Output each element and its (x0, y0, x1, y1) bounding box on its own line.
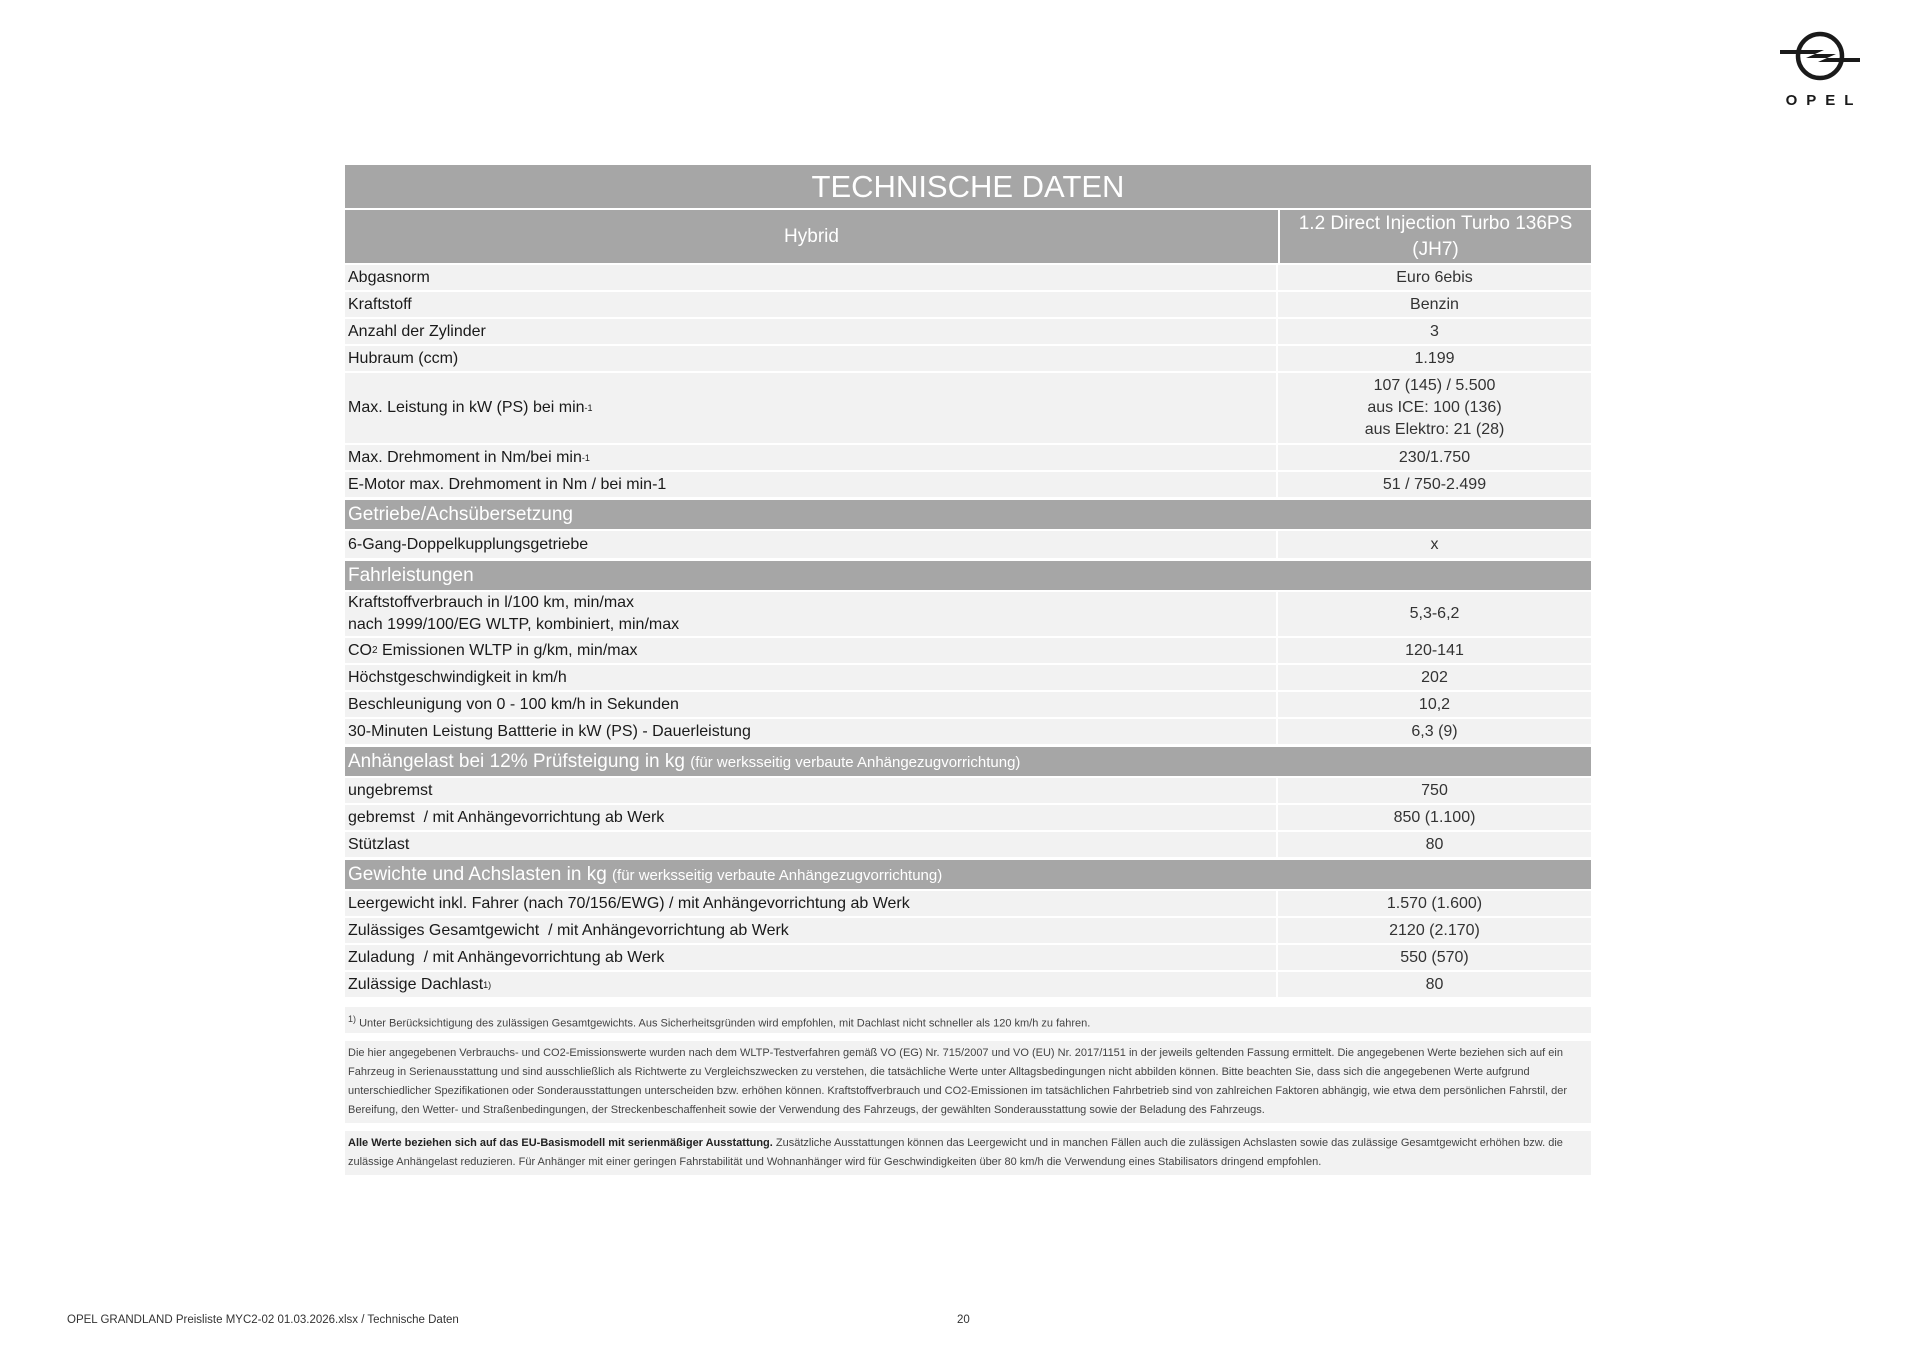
table-title: TECHNISCHE DATEN (345, 165, 1591, 208)
row-value: x (1430, 535, 1439, 553)
row-label: Anzahl der Zylinder (345, 319, 1278, 344)
row-label: Leergewicht inkl. Fahrer (nach 70/156/EWG) / mit Anhängevorrichtung ab Werk (345, 891, 1278, 916)
brand-name: OPEL (1785, 92, 1863, 109)
section-getriebe: Getriebe/Achsübersetzung (345, 500, 1591, 529)
row-label: E-Motor max. Drehmoment in Nm / bei min-1 (345, 472, 1278, 497)
row-label: Abgasnorm (345, 265, 1278, 290)
table-row (345, 719, 1591, 744)
header-engine-line2: (JH7) (1412, 239, 1459, 260)
row-value: 1.570 (1.600) (1386, 894, 1483, 912)
row-label: Zuladung / mit Anhängevorrichtung ab Werk (345, 945, 1278, 970)
table-row (345, 805, 1591, 830)
section-anhaengelast: Anhängelast bei 12% Prüfsteigung in kg (für werksseitig verbaute Anhängezugvorrichtung) (345, 747, 1591, 776)
section-fahrleistungen: Fahrleistungen (345, 561, 1591, 590)
row-label: Zulässige Dachlast 1) (345, 972, 1278, 997)
table-row-co2 (345, 638, 1591, 663)
section-gewichte: Gewichte und Achslasten in kg (für werksseitig verbaute Anhängezugvorrichtung) (345, 860, 1591, 889)
table-row (345, 832, 1591, 857)
footer-page-number: 20 (957, 1314, 970, 1326)
row-value: 80 (1425, 975, 1444, 993)
opel-blitz-icon (1778, 30, 1862, 82)
table-header-row (345, 210, 1591, 263)
row-value: 1.199 (1414, 349, 1455, 367)
row-value: 120-141 (1405, 641, 1464, 659)
footer-document-name: OPEL GRANDLAND Preisliste MYC2-02 01.03.2026.xlsx / Technische Daten (67, 1314, 459, 1326)
row-value: 6,3 (9) (1411, 722, 1458, 740)
table-row (345, 945, 1591, 970)
row-label: Max. Drehmoment in Nm/bei min -1 (345, 445, 1278, 470)
row-value: 850 (1.100) (1393, 808, 1476, 826)
header-model: Hybrid (345, 210, 1280, 263)
note-wltp: Die hier angegebenen Verbrauchs- und CO2-Emissionswerte wurden nach dem WLTP-Testverfahren gemäß VO (EG) Nr. 715/2007 und VO (EU) Nr. 2017/1151 in der jeweils geltenden Fassung ermittelt. Die angegebenen Werte beziehen sich auf ein Fahrzeug in Serienausstattung und sind ausschließlich als Richtwerte zu Vergleichszwecken zu verstehen, die tatsächliche Werte unter Alltagsbedingungen nicht abbilden können. Bitte beachten Sie, dass sich die angegebenen Werte aufgrund unterschiedlicher Spezifikationen oder Sonderausstattungen unterscheiden bzw. erhöhen können. Kraftstoffverbrauch und CO2-Emissionen im tatsächlichen Fahrbetrieb sind von zahlreichen Faktoren abhängig, wie etwa dem persönlichen Fahrstil, der Bereifung, den Wetter- und Straßenbedingungen, der Streckenbeschaffenheit sowie der Verwendung des Fahrzeugs, der gewählten Sonderausstattung sowie der Beladung des Fahrzeugs. (345, 1041, 1591, 1123)
row-label: ungebremst (345, 778, 1278, 803)
row-label: Hubraum (ccm) (345, 346, 1278, 371)
row-label: Beschleunigung von 0 - 100 km/h in Sekunden (345, 692, 1278, 717)
row-label: Kraftstoff (345, 292, 1278, 317)
footnote-dachlast: $^{1)}$ Unter Berücksichtigung des zulässigen Gesamtgewichts. Aus Sicherheitsgründen wird empfohlen, mit Dachlast nicht schneller als 120 km/h zu fahren. (345, 1007, 1591, 1033)
row-value: 202 (1421, 668, 1448, 686)
table-row-dachlast (345, 972, 1591, 997)
row-label: Kraftstoffverbrauch in l/100 km, min/max nach 1999/100/EG WLTP, kombiniert, min/max (345, 592, 1278, 636)
table-row-getriebe (345, 531, 1591, 558)
row-label: CO 2 Emissionen WLTP in g/km, min/max (345, 638, 1278, 663)
table-row-emotor (345, 472, 1591, 497)
opel-logo (1775, 30, 1865, 110)
row-value: 230/1.750 (1398, 448, 1471, 466)
row-label: Zulässiges Gesamtgewicht / mit Anhängevorrichtung ab Werk (345, 918, 1278, 943)
note-basismodell: Alle Werte beziehen sich auf das EU-Basismodell mit serienmäßiger Ausstattung. Zusätzliche Ausstattungen können das Leergewicht und in manchen Fällen auch die zulässigen Achslasten sowie das zulässige Gesamtgewicht erhöhen bzw. die zulässige Anhängelast reduzieren. Für Anhänger mit einer geringen Fahrstabilität und Wohnanhänger wird für Geschwindigkeiten über 80 km/h die Verwendung eines Stabilisators dringend empfohlen. (345, 1131, 1591, 1175)
row-value: 750 (1421, 781, 1448, 799)
row-label: Höchstgeschwindigkeit in km/h (345, 665, 1278, 690)
table-row (345, 891, 1591, 916)
table-row-verbrauch (345, 592, 1591, 636)
technical-data-table (345, 165, 1591, 1175)
table-row (345, 292, 1591, 317)
table-row (345, 665, 1591, 690)
row-label: Max. Leistung in kW (PS) bei min -1 (345, 373, 1278, 443)
row-value: 5,3-6,2 (1409, 605, 1460, 622)
header-engine-line1: 1.2 Direct Injection Turbo 136PS (1298, 213, 1573, 234)
row-label: 30-Minuten Leistung Battterie in kW (PS) - Dauerleistung (345, 719, 1278, 744)
row-value: 10,2 (1418, 695, 1451, 713)
table-row (345, 319, 1591, 344)
row-value: 550 (570) (1400, 948, 1469, 966)
row-label: gebremst / mit Anhängevorrichtung ab Werk (345, 805, 1278, 830)
table-row-max-drehmoment (345, 445, 1591, 470)
table-row-max-leistung (345, 373, 1591, 443)
row-value: 2120 (2.170) (1389, 921, 1480, 939)
table-row (345, 346, 1591, 371)
row-label: Stützlast (345, 832, 1278, 857)
row-value: 51 / 750-2.499 (1382, 475, 1487, 493)
table-row (345, 918, 1591, 943)
row-value: 107 (145) / 5.500 aus ICE: 100 (136) aus Elektro: 21 (28) (1364, 377, 1505, 438)
header-engine (1280, 210, 1591, 263)
table-row (345, 778, 1591, 803)
row-label: 6-Gang-Doppelkupplungsgetriebe (345, 531, 1278, 558)
table-row (345, 692, 1591, 717)
table-row (345, 265, 1591, 290)
row-value: 3 (1430, 322, 1439, 340)
row-value: 80 (1425, 835, 1444, 853)
row-value: Euro 6ebis (1396, 268, 1473, 286)
row-value: Benzin (1410, 295, 1459, 313)
